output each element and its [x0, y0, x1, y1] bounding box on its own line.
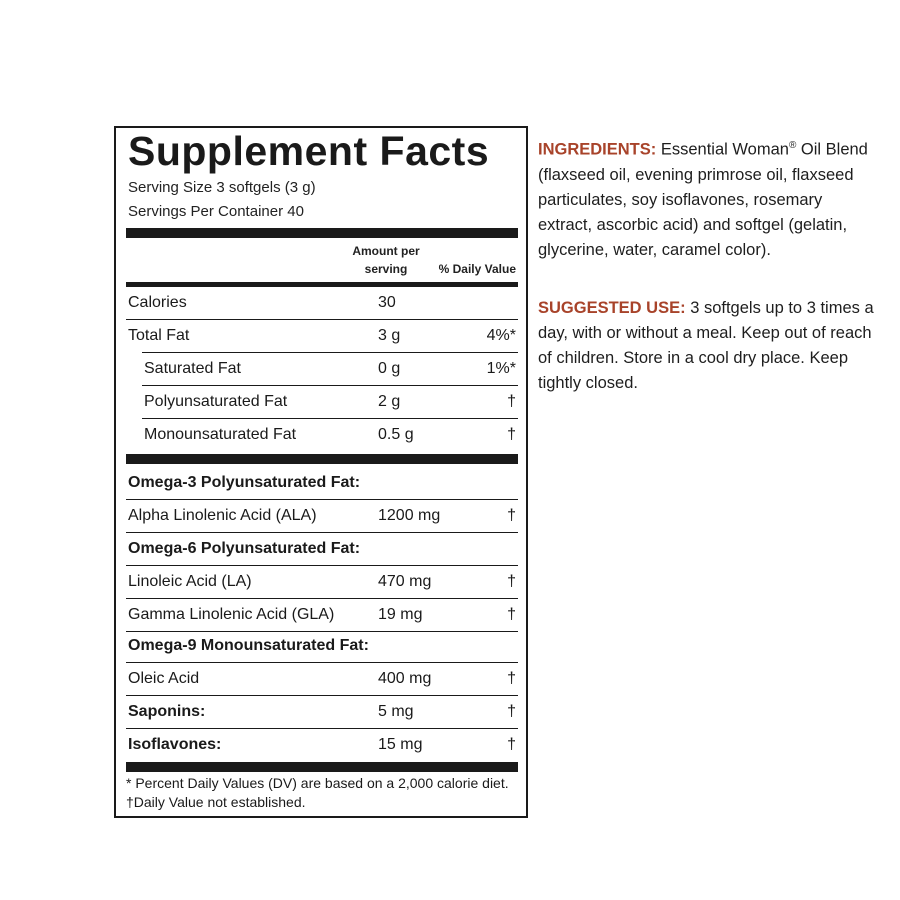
footnote-dv-not-established: †Daily Value not established.	[126, 794, 306, 810]
suggested-use-block	[538, 296, 878, 396]
footnote-percent-dv: * Percent Daily Values (DV) are based on a 2,000 calorie diet.	[126, 775, 509, 791]
thick-divider	[126, 454, 518, 464]
nutrient-dv: 1%*	[486, 360, 516, 377]
omega9-header: Omega-9 Monounsaturated Fat:	[128, 637, 369, 654]
nutrient-dv: †	[507, 670, 516, 687]
table-row	[126, 320, 518, 353]
table-row	[126, 663, 518, 696]
nutrient-name: Oleic Acid	[128, 670, 200, 687]
nutrient-name: Saturated Fat	[144, 360, 241, 377]
nutrient-name: Monounsaturated Fat	[144, 426, 297, 443]
nutrient-amount: 15 mg	[378, 736, 423, 753]
nutrient-amount: 0.5 g	[378, 426, 414, 443]
table-row	[126, 419, 518, 452]
nutrient-name: Alpha Linolenic Acid (ALA)	[128, 507, 317, 524]
table-row	[126, 287, 518, 320]
nutrient-dv: †	[507, 606, 516, 623]
nutrient-name: Total Fat	[128, 327, 190, 344]
table-row	[126, 353, 518, 386]
nutrient-amount: 470 mg	[378, 573, 432, 590]
nutrient-name: Gamma Linolenic Acid (GLA)	[128, 606, 335, 623]
ingredients-text-b: Oil Blend (flaxseed oil, evening primrose oil, flaxseed particulates, soy isoflavones, rosemary extract, ascorbic acid) and softgel (gelatin, glycerine, water, caramel color).	[538, 140, 868, 259]
table-row	[126, 729, 518, 762]
column-header-amount: Amount per serving	[352, 244, 420, 276]
ingredients-label: INGREDIENTS:	[538, 140, 657, 159]
nutrient-name: Saponins:	[128, 703, 206, 720]
table-row	[126, 599, 518, 632]
nutrient-amount: 5 mg	[378, 703, 414, 720]
nutrient-dv: †	[507, 393, 516, 410]
nutrient-name: Calories	[128, 294, 187, 311]
servings-per-container: Servings Per Container 40	[128, 203, 304, 220]
section-header-row	[126, 630, 518, 663]
thick-divider	[126, 228, 518, 238]
nutrient-amount: 2 g	[378, 393, 401, 410]
panel-title: Supplement Facts	[128, 128, 490, 174]
table-row	[126, 500, 518, 533]
table-row	[126, 696, 518, 729]
table-row	[126, 566, 518, 599]
ingredients-block	[538, 133, 878, 263]
column-header-dv: % Daily Value	[438, 262, 516, 276]
nutrient-amount: 0 g	[378, 360, 401, 377]
ingredients-text-a: Essential Woman	[660, 140, 789, 159]
nutrient-dv: †	[507, 426, 516, 443]
suggested-use-text: 3 softgels up to 3 times a day, with or without a meal. Keep out of reach of children. Store in a cool dry place. Keep tightly closed.	[538, 299, 874, 392]
nutrient-name: Isoflavones:	[128, 736, 222, 753]
suggested-use-label: SUGGESTED USE:	[538, 299, 686, 317]
section-header-row	[126, 533, 518, 566]
thick-divider	[126, 762, 518, 772]
nutrient-dv: 4%*	[486, 327, 516, 344]
nutrient-amount: 400 mg	[378, 670, 432, 687]
nutrient-amount: 30	[378, 294, 396, 311]
section-header-row	[126, 467, 518, 500]
nutrient-dv: †	[507, 736, 516, 753]
supplement-facts-panel	[114, 126, 528, 818]
omega6-header: Omega-6 Polyunsaturated Fat:	[128, 540, 361, 557]
nutrient-name: Polyunsaturated Fat	[144, 393, 288, 410]
nutrient-amount: 1200 mg	[378, 507, 441, 524]
omega3-header: Omega-3 Polyunsaturated Fat:	[128, 474, 361, 491]
serving-size: Serving Size 3 softgels (3 g)	[128, 179, 316, 196]
nutrient-amount: 19 mg	[378, 606, 423, 623]
nutrient-amount: 3 g	[378, 327, 401, 344]
nutrient-dv: †	[507, 573, 516, 590]
nutrient-name: Linoleic Acid (LA)	[128, 573, 252, 590]
registered-mark: ®	[788, 140, 797, 151]
table-row	[126, 386, 518, 419]
nutrient-dv: †	[507, 703, 516, 720]
nutrient-dv: †	[507, 507, 516, 524]
